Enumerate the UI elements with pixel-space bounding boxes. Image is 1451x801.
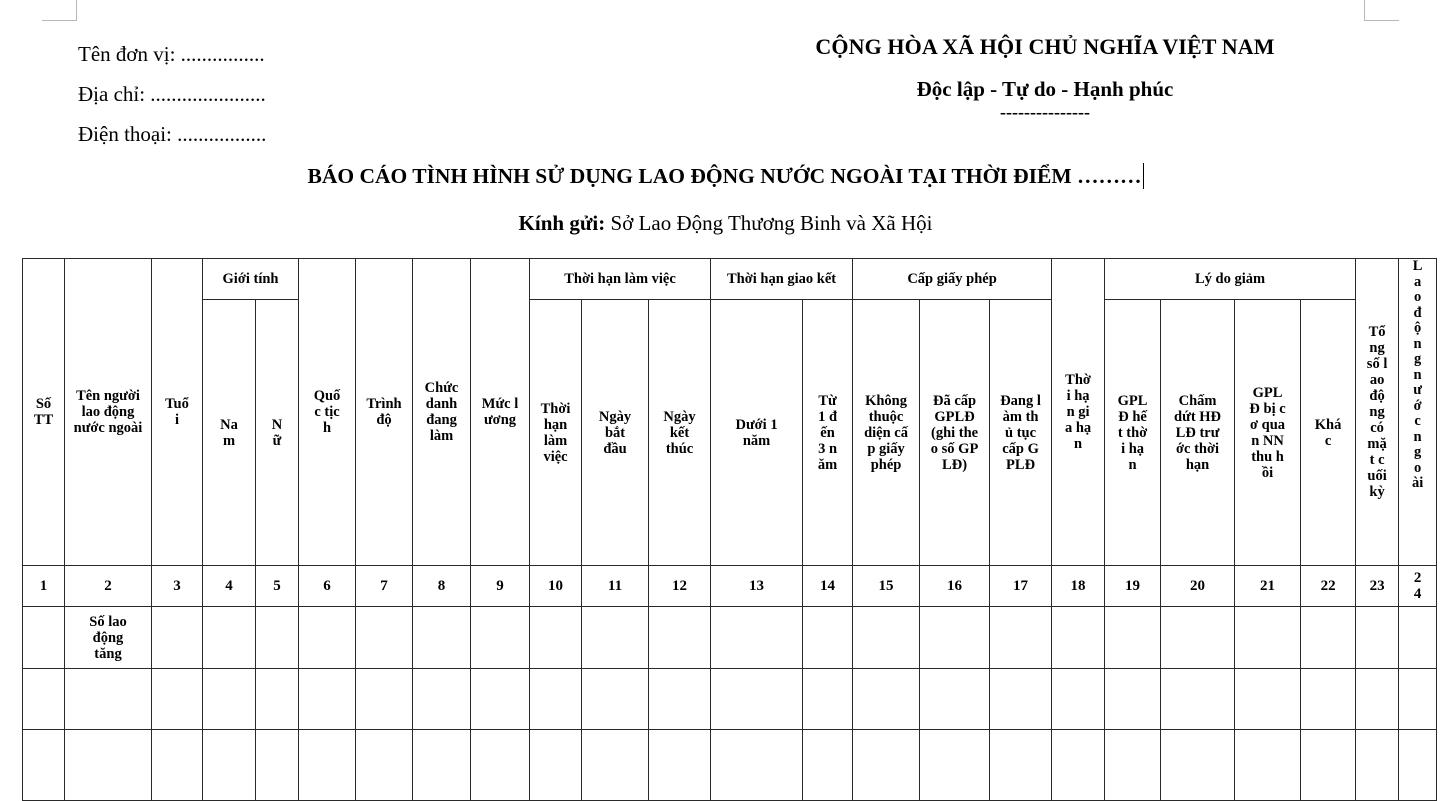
col-num: 2 [65, 566, 152, 607]
address-field[interactable]: Địa chỉ: ...................... [78, 82, 266, 106]
col-num: 18 [1052, 566, 1105, 607]
col-num: 10 [530, 566, 582, 607]
header-nationality: Quốc tịch [299, 259, 356, 566]
table-cell[interactable] [1161, 730, 1235, 801]
header-decrease-group: Lý do giảm [1105, 259, 1356, 300]
table-cell[interactable] [203, 607, 256, 669]
table-cell[interactable] [853, 607, 920, 669]
table-cell[interactable] [413, 730, 471, 801]
header-education: Trình độ [356, 259, 413, 566]
table-cell[interactable] [711, 607, 803, 669]
table-cell[interactable] [256, 730, 299, 801]
table-cell[interactable] [803, 607, 853, 669]
table-cell[interactable] [803, 730, 853, 801]
table-cell[interactable] [920, 669, 990, 730]
table-cell[interactable] [1399, 607, 1437, 669]
page-corner-mark-right [1364, 0, 1399, 21]
header-start-date: Ngày bắt đầu [582, 300, 649, 566]
col-num: 1 [23, 566, 65, 607]
table-cell[interactable] [920, 607, 990, 669]
table-cell[interactable] [356, 607, 413, 669]
table-cell[interactable] [471, 669, 530, 730]
table-cell[interactable] [23, 730, 65, 801]
table-cell[interactable] [1052, 607, 1105, 669]
national-motto: Độc lập - Tự do - Hạnh phúc [916, 77, 1174, 101]
col-num: 19 [1105, 566, 1161, 607]
header-salary: Mức lương [471, 259, 530, 566]
table-cell[interactable] [1301, 730, 1356, 801]
table-cell[interactable] [803, 669, 853, 730]
table-cell[interactable] [1235, 607, 1301, 669]
table-cell[interactable] [152, 607, 203, 669]
table-cell[interactable] [471, 607, 530, 669]
table-cell[interactable] [1052, 730, 1105, 801]
table-header-sub-row [23, 300, 1437, 566]
header-gender-group: Giới tính [203, 259, 299, 300]
header-stt: Số TT [23, 259, 65, 566]
row-label-increase[interactable]: Số lao động tăng [65, 607, 152, 669]
national-header [780, 32, 1310, 120]
table-cell[interactable] [649, 607, 711, 669]
col-num: 4 [203, 566, 256, 607]
table-cell[interactable] [1105, 730, 1161, 801]
table-cell[interactable] [1105, 669, 1161, 730]
header-work-term-group: Thời hạn làm việc [530, 259, 711, 300]
table-cell[interactable] [1356, 669, 1399, 730]
organization-info [78, 34, 266, 154]
header-other: Khác [1301, 300, 1356, 566]
table-cell[interactable] [23, 669, 65, 730]
table-cell[interactable] [649, 669, 711, 730]
table-cell[interactable] [203, 669, 256, 730]
table-cell[interactable] [530, 730, 582, 801]
col-num: 20 [1161, 566, 1235, 607]
table-cell[interactable] [203, 730, 256, 801]
table-cell[interactable] [152, 669, 203, 730]
header-position: Chức danh đang làm [413, 259, 471, 566]
table-cell[interactable] [1235, 730, 1301, 801]
table-cell[interactable] [1235, 669, 1301, 730]
col-num: 15 [853, 566, 920, 607]
table-cell[interactable] [356, 730, 413, 801]
col-num: 11 [582, 566, 649, 607]
header-end-date: Ngày kết thúc [649, 300, 711, 566]
table-row-increase [23, 607, 1437, 669]
table-cell[interactable] [649, 730, 711, 801]
col-num: 9 [471, 566, 530, 607]
table-cell[interactable] [530, 669, 582, 730]
header-terminated: Chấm dứt HĐLĐ trước thời hạn [1161, 300, 1235, 566]
recipient-value: Sở Lao Động Thương Binh và Xã Hội [610, 211, 933, 235]
table-cell[interactable] [711, 730, 803, 801]
table-cell[interactable] [413, 669, 471, 730]
header-male: Nam [203, 300, 256, 566]
table-cell[interactable] [1399, 730, 1437, 801]
table-cell[interactable] [152, 730, 203, 801]
header-under-1-year: Dưới 1 năm [711, 300, 803, 566]
table-cell[interactable] [1105, 607, 1161, 669]
table-cell[interactable] [1161, 669, 1235, 730]
table-cell[interactable] [256, 607, 299, 669]
col-num: 14 [803, 566, 853, 607]
header-issued: Đã cấp GPLĐ (ghi theo số GPLĐ) [920, 300, 990, 566]
table-header-group-row [23, 259, 1437, 300]
header-permit-group: Cấp giấy phép [853, 259, 1052, 300]
nation-name: CỘNG HÒA XÃ HỘI CHỦ NGHĨA VIỆT NAM [815, 34, 1275, 59]
header-total-present: Tổng số lao động có mặt cuối kỳ [1356, 259, 1399, 566]
table-cell[interactable] [990, 607, 1052, 669]
header-female: Nữ [256, 300, 299, 566]
table-cell[interactable] [299, 730, 356, 801]
col-num: 5 [256, 566, 299, 607]
foreign-labor-report-table [22, 258, 1437, 801]
table-cell[interactable] [299, 669, 356, 730]
table-cell[interactable] [853, 669, 920, 730]
col-num: 8 [413, 566, 471, 607]
header-in-process: Đang làm thủ tục cấp GPLĐ [990, 300, 1052, 566]
header-contract-term-group: Thời hạn giao kết [711, 259, 853, 300]
header-expired: GPLĐ hết thời hạn [1105, 300, 1161, 566]
header-not-subject: Không thuộc diện cấp giấy phép [853, 300, 920, 566]
phone-field[interactable]: Điện thoại: ................. [78, 122, 267, 146]
col-num: 24 [1399, 566, 1437, 607]
header-name: Tên người lao động nước ngoài [65, 259, 152, 566]
column-number-row [23, 566, 1437, 607]
table-cell[interactable] [1052, 669, 1105, 730]
table-cell[interactable] [1301, 607, 1356, 669]
text-cursor [1143, 163, 1144, 189]
table-cell[interactable] [356, 669, 413, 730]
header-foreign-workers: Lao động nước ngoài [1399, 259, 1437, 566]
table-cell[interactable] [1356, 607, 1399, 669]
table-cell[interactable] [471, 730, 530, 801]
table-cell[interactable] [299, 607, 356, 669]
col-num: 23 [1356, 566, 1399, 607]
col-num: 3 [152, 566, 203, 607]
table-cell[interactable] [65, 730, 152, 801]
header-revoked: GPLĐ bị cơ quan NN thu hồi [1235, 300, 1301, 566]
page-corner-mark-left [42, 0, 77, 21]
recipient-line [0, 211, 1451, 236]
table-cell[interactable] [256, 669, 299, 730]
col-num: 16 [920, 566, 990, 607]
header-divider: --------------- [1000, 102, 1090, 122]
table-cell[interactable] [990, 730, 1052, 801]
col-num: 13 [711, 566, 803, 607]
unit-name-field[interactable]: Tên đơn vị: ................ [78, 42, 265, 66]
table-cell[interactable] [990, 669, 1052, 730]
col-num: 17 [990, 566, 1052, 607]
header-extension-term: Thời hạn gia hạn [1052, 259, 1105, 566]
col-num: 7 [356, 566, 413, 607]
table-cell[interactable] [23, 607, 65, 669]
table-cell[interactable] [1161, 607, 1235, 669]
table-cell[interactable] [413, 607, 471, 669]
report-title-text: BÁO CÁO TÌNH HÌNH SỬ DỤNG LAO ĐỘNG NƯỚC NGOÀI TẠI THỜI ĐIỂM ……… [307, 164, 1142, 188]
table-cell[interactable] [711, 669, 803, 730]
header-work-term: Thời hạn làm việc [530, 300, 582, 566]
table-cell[interactable] [582, 669, 649, 730]
table-cell[interactable] [65, 669, 152, 730]
col-num: 6 [299, 566, 356, 607]
table-cell[interactable] [853, 730, 920, 801]
table-cell[interactable] [582, 607, 649, 669]
header-age: Tuổi [152, 259, 203, 566]
col-num: 22 [1301, 566, 1356, 607]
col-num: 21 [1235, 566, 1301, 607]
table-cell[interactable] [1301, 669, 1356, 730]
header-1-to-3-years: Từ 1 đến 3 năm [803, 300, 853, 566]
table-row [23, 669, 1437, 730]
table-row [23, 730, 1437, 801]
table-cell[interactable] [530, 607, 582, 669]
table-cell[interactable] [1399, 669, 1437, 730]
recipient-label: Kính gửi: [518, 211, 606, 235]
report-title[interactable] [0, 163, 1451, 189]
table-cell[interactable] [920, 730, 990, 801]
table-cell[interactable] [582, 730, 649, 801]
table-cell[interactable] [1356, 730, 1399, 801]
col-num: 12 [649, 566, 711, 607]
